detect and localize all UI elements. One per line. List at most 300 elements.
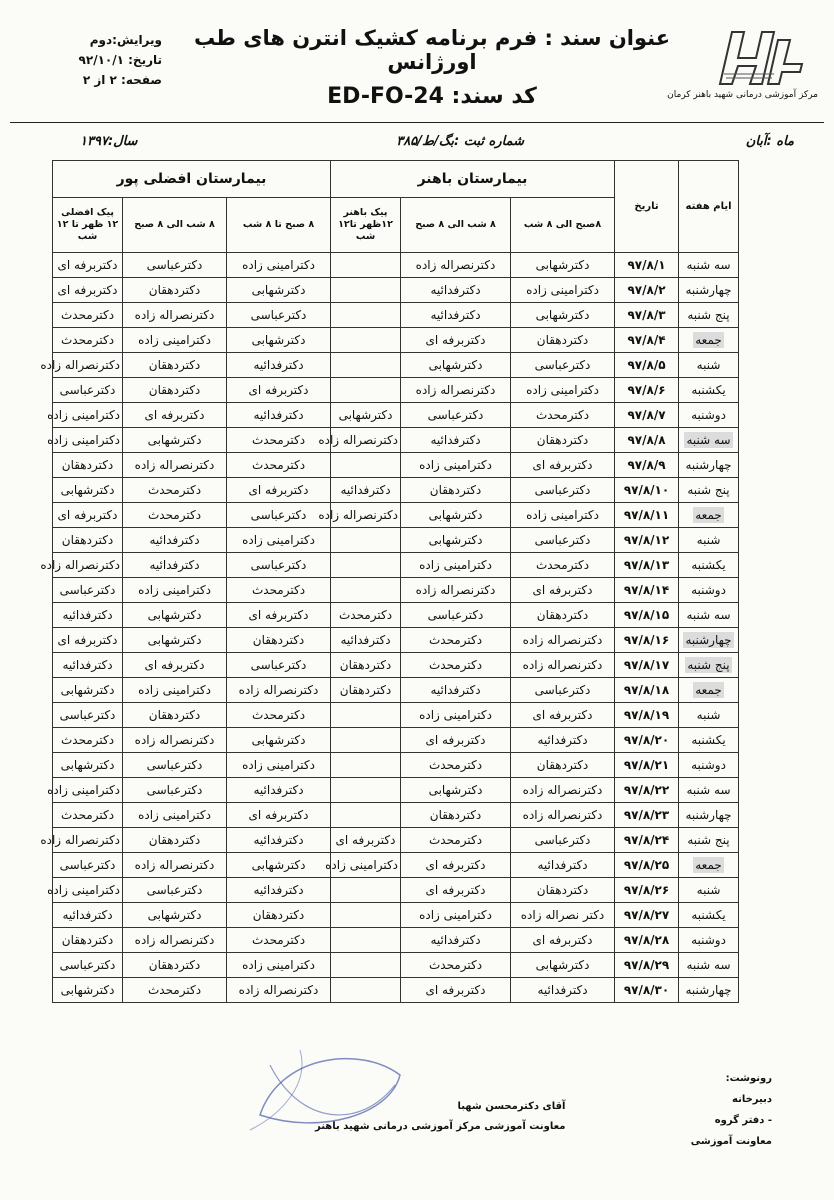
table-row bbox=[53, 378, 739, 403]
day-cell bbox=[679, 453, 739, 478]
date-cell: ۹۷/۸/۱۰ bbox=[615, 478, 679, 503]
page-number: صفحه: ۲ از ۲ bbox=[82, 73, 162, 87]
day-cell bbox=[679, 753, 739, 778]
table-row bbox=[53, 653, 739, 678]
day-name: جمعه bbox=[695, 333, 722, 347]
date-cell: ۹۷/۸/۲۹ bbox=[615, 953, 679, 978]
doctor-cell: دکترشهابی bbox=[331, 403, 401, 428]
date-cell: ۹۷/۸/۳۰ bbox=[615, 978, 679, 1003]
table-row bbox=[53, 328, 739, 353]
doctor-cell: دکترعباسی bbox=[511, 678, 615, 703]
doctor-cell: دکترفدائیه bbox=[401, 303, 511, 328]
doctor-cell bbox=[331, 728, 401, 753]
month-label: ماه :آبان bbox=[745, 134, 794, 149]
day-name: پنج شنبه bbox=[687, 308, 730, 322]
doctor-cell: دکتردهقان bbox=[511, 428, 615, 453]
date-cell: ۹۷/۸/۲۳ bbox=[615, 803, 679, 828]
doctor-cell: دکترنصراله زاده bbox=[401, 578, 511, 603]
doctor-cell: دکترفدائیه bbox=[401, 928, 511, 953]
doctor-cell: دکترعباسی bbox=[53, 853, 123, 878]
day-cell bbox=[679, 703, 739, 728]
subheader-shift: ۸ شب الی ۸ صبح bbox=[401, 198, 511, 253]
table-row bbox=[53, 803, 739, 828]
doctor-cell bbox=[331, 278, 401, 303]
revision-label: ویرایش:دوم bbox=[89, 33, 162, 47]
doctor-cell: دکتربرفه ای bbox=[227, 378, 331, 403]
date-cell: ۹۷/۸/۱۱ bbox=[615, 503, 679, 528]
doctor-cell: دکترفدائیه bbox=[401, 428, 511, 453]
doctor-cell: دکترشهابی bbox=[511, 303, 615, 328]
doctor-cell: دکترمحدث bbox=[227, 428, 331, 453]
date-cell: ۹۷/۸/۱۸ bbox=[615, 678, 679, 703]
carbon-copy-list bbox=[691, 1068, 772, 1152]
document-meta bbox=[22, 30, 162, 90]
day-cell bbox=[679, 903, 739, 928]
doctor-cell: دکترشهابی bbox=[401, 353, 511, 378]
table-row bbox=[53, 603, 739, 628]
day-name: یکشنبه bbox=[691, 733, 726, 747]
doctor-cell: دکترشهابی bbox=[227, 278, 331, 303]
doctor-cell: دکترامینی زاده bbox=[227, 953, 331, 978]
date-cell: ۹۷/۸/۳ bbox=[615, 303, 679, 328]
table-row bbox=[53, 903, 739, 928]
doctor-cell: دکترشهابی bbox=[227, 328, 331, 353]
doctor-cell: دکترامینی زاده bbox=[227, 253, 331, 278]
header-afzali: بیمارستان افضلی پور bbox=[53, 161, 331, 198]
doctor-cell: دکترفدائیه bbox=[227, 878, 331, 903]
date-cell: ۹۷/۸/۲۰ bbox=[615, 728, 679, 753]
day-cell bbox=[679, 603, 739, 628]
day-name: یکشنبه bbox=[691, 383, 726, 397]
doctor-cell: دکترعباسی bbox=[227, 503, 331, 528]
table-row bbox=[53, 528, 739, 553]
table-row bbox=[53, 678, 739, 703]
date-cell: ۹۷/۸/۱۴ bbox=[615, 578, 679, 603]
doctor-cell: دکترشهابی bbox=[123, 603, 227, 628]
day-name: سه شنبه bbox=[686, 608, 731, 622]
doctor-cell bbox=[331, 528, 401, 553]
doctor-cell: دکترعباسی bbox=[227, 553, 331, 578]
doctor-cell bbox=[331, 903, 401, 928]
subheader-shift: ۸ صبح تا ۸ شب bbox=[227, 198, 331, 253]
table-row bbox=[53, 728, 739, 753]
day-name: سه شنبه bbox=[686, 958, 731, 972]
doctor-cell: دکترمحدث bbox=[401, 653, 511, 678]
date-cell: ۹۷/۸/۱۷ bbox=[615, 653, 679, 678]
doctor-cell: دکترمحدث bbox=[123, 503, 227, 528]
doctor-cell: دکترنصراله زاده bbox=[227, 678, 331, 703]
doctor-cell: دکترامینی زاده bbox=[53, 428, 123, 453]
day-cell bbox=[679, 578, 739, 603]
day-cell bbox=[679, 628, 739, 653]
day-name: شنبه bbox=[696, 883, 721, 897]
date-cell: ۹۷/۸/۱۲ bbox=[615, 528, 679, 553]
doctor-cell: دکترامینی زاده bbox=[227, 528, 331, 553]
doctor-cell: دکتردهقان bbox=[511, 328, 615, 353]
table-row bbox=[53, 753, 739, 778]
document-code: کد سند: ED-FO-24 bbox=[327, 84, 537, 109]
doctor-cell: دکترامینی زاده bbox=[331, 853, 401, 878]
doctor-cell: دکترشهابی bbox=[401, 503, 511, 528]
doctor-cell: دکترفدائیه bbox=[331, 478, 401, 503]
day-cell bbox=[679, 478, 739, 503]
day-cell bbox=[679, 553, 739, 578]
day-name: شنبه bbox=[696, 708, 721, 722]
doctor-cell: دکترمحدث bbox=[227, 578, 331, 603]
day-cell bbox=[679, 278, 739, 303]
day-name: سه شنبه bbox=[686, 258, 731, 272]
hospital-logo bbox=[667, 24, 818, 114]
doctor-cell: دکتردهقان bbox=[511, 878, 615, 903]
day-name: جمعه bbox=[695, 508, 722, 522]
day-name: یکشنبه bbox=[691, 558, 726, 572]
day-cell bbox=[679, 378, 739, 403]
table-row bbox=[53, 928, 739, 953]
day-name: چهارشنبه bbox=[685, 283, 732, 297]
doctor-cell: دکتردهقان bbox=[331, 653, 401, 678]
doctor-cell bbox=[331, 253, 401, 278]
doctor-cell: دکترامینی زاده bbox=[227, 753, 331, 778]
table-row bbox=[53, 278, 739, 303]
doctor-cell bbox=[331, 803, 401, 828]
doctor-cell: دکتربرفه ای bbox=[511, 928, 615, 953]
doctor-cell bbox=[331, 578, 401, 603]
day-name: چهارشنبه bbox=[685, 983, 732, 997]
table-row bbox=[53, 828, 739, 853]
subheader-shift: ۸ شب الی ۸ صبح bbox=[123, 198, 227, 253]
doctor-cell: دکترعباسی bbox=[123, 878, 227, 903]
document-title: عنوان سند : فرم برنامه کشیک انترن های طب اورژانس bbox=[193, 26, 671, 74]
doctor-cell: دکترنصراله زاده bbox=[53, 828, 123, 853]
day-cell bbox=[679, 678, 739, 703]
subheader-shift: پیک باهنر ۱۲ظهر تا۱۲ شب bbox=[331, 198, 401, 253]
logo-icon bbox=[714, 24, 810, 90]
doctor-cell: دکترشهابی bbox=[53, 478, 123, 503]
signer-name: آقای دکترمحسن شهبا bbox=[457, 1101, 566, 1112]
date-cell: ۹۷/۸/۱۶ bbox=[615, 628, 679, 653]
cc-item: - دفتر گروه bbox=[714, 1115, 772, 1126]
doctor-cell: دکتربرفه ای bbox=[401, 978, 511, 1003]
day-name: چهارشنبه bbox=[685, 458, 732, 472]
doctor-cell: دکترفدائیه bbox=[511, 978, 615, 1003]
doctor-cell: دکترفدائیه bbox=[401, 678, 511, 703]
day-cell bbox=[679, 728, 739, 753]
doctor-cell: دکترعباسی bbox=[123, 753, 227, 778]
doctor-cell: دکتردهقان bbox=[123, 828, 227, 853]
date-cell: ۹۷/۸/۲۵ bbox=[615, 853, 679, 878]
doctor-cell: دکترنصراله زاده bbox=[123, 728, 227, 753]
day-name: چهارشنبه bbox=[685, 808, 732, 822]
doctor-cell: دکتردهقان bbox=[123, 703, 227, 728]
doctor-cell: دکترامینی زاده bbox=[123, 578, 227, 603]
day-cell bbox=[679, 828, 739, 853]
subheader-shift: ۸صبح الی ۸ شب bbox=[511, 198, 615, 253]
doctor-cell: دکتربرفه ای bbox=[227, 478, 331, 503]
day-name: پنج شنبه bbox=[687, 833, 730, 847]
date-cell: ۹۷/۸/۲ bbox=[615, 278, 679, 303]
day-cell bbox=[679, 928, 739, 953]
date-cell: ۹۷/۸/۱۳ bbox=[615, 553, 679, 578]
doctor-cell: دکتربرفه ای bbox=[511, 703, 615, 728]
doctor-cell bbox=[331, 953, 401, 978]
doctor-cell: دکترمحدث bbox=[511, 403, 615, 428]
doctor-cell: دکترنصراله زاده bbox=[53, 353, 123, 378]
doctor-cell: دکتردهقان bbox=[123, 953, 227, 978]
doctor-cell: دکترشهابی bbox=[53, 678, 123, 703]
doctor-cell: دکترعباسی bbox=[53, 953, 123, 978]
document-titles bbox=[172, 26, 692, 109]
doctor-cell bbox=[331, 753, 401, 778]
day-cell bbox=[679, 503, 739, 528]
doctor-cell: دکتربرفه ای bbox=[401, 328, 511, 353]
doctor-cell: دکتربرفه ای bbox=[227, 603, 331, 628]
day-name: شنبه bbox=[696, 358, 721, 372]
schedule-body bbox=[40, 253, 739, 1003]
date-cell: ۹۷/۸/۲۸ bbox=[615, 928, 679, 953]
day-name: پنج شنبه bbox=[687, 658, 730, 672]
table-row bbox=[53, 353, 739, 378]
table-row bbox=[53, 978, 739, 1003]
doctor-cell: دکترمحدث bbox=[53, 303, 123, 328]
doctor-cell: دکترشهابی bbox=[123, 628, 227, 653]
schedule-table bbox=[40, 160, 739, 1003]
doctor-cell: دکترامینی زاده bbox=[401, 553, 511, 578]
doctor-cell: دکترعباسی bbox=[53, 378, 123, 403]
doctor-cell: دکترشهابی bbox=[123, 428, 227, 453]
doctor-cell: دکتردهقان bbox=[331, 678, 401, 703]
doctor-cell: دکترعباسی bbox=[511, 828, 615, 853]
doctor-cell: دکتردهقان bbox=[227, 903, 331, 928]
day-name: جمعه bbox=[695, 683, 722, 697]
doctor-cell: دکترفدائیه bbox=[53, 653, 123, 678]
header-date: تاریخ bbox=[615, 161, 679, 253]
header-day: ایام هفته bbox=[679, 161, 739, 253]
doctor-cell: دکترنصراله زاده bbox=[401, 253, 511, 278]
doctor-cell: دکترفدائیه bbox=[227, 828, 331, 853]
logo-caption: مرکز آموزشی درمانی شهید باهنر کرمان bbox=[667, 90, 818, 100]
doctor-cell: دکتردهقان bbox=[227, 628, 331, 653]
doctor-cell: دکترعباسی bbox=[511, 353, 615, 378]
date-cell: ۹۷/۸/۱۵ bbox=[615, 603, 679, 628]
date-cell: ۹۷/۸/۲۶ bbox=[615, 878, 679, 903]
date-cell: ۹۷/۸/۷ bbox=[615, 403, 679, 428]
doctor-cell: دکترامینی زاده bbox=[511, 378, 615, 403]
doctor-cell: دکتربرفه ای bbox=[401, 853, 511, 878]
doctor-cell: دکترفدائیه bbox=[227, 778, 331, 803]
doctor-cell: دکتردهقان bbox=[53, 928, 123, 953]
issue-date: تاریخ: ۹۲/۱۰/۱ bbox=[78, 53, 162, 67]
doctor-cell: دکترامینی زاده bbox=[401, 453, 511, 478]
doctor-cell: دکتردهقان bbox=[511, 603, 615, 628]
day-cell bbox=[679, 353, 739, 378]
date-cell: ۹۷/۸/۲۷ bbox=[615, 903, 679, 928]
doctor-cell: دکترعباسی bbox=[401, 603, 511, 628]
date-cell: ۹۷/۸/۵ bbox=[615, 353, 679, 378]
date-cell: ۹۷/۸/۹ bbox=[615, 453, 679, 478]
doctor-cell: دکترعباسی bbox=[53, 578, 123, 603]
table-row bbox=[53, 403, 739, 428]
doctor-cell: دکترامینی زاده bbox=[401, 903, 511, 928]
doctor-cell: دکترشهابی bbox=[511, 253, 615, 278]
table-row bbox=[53, 853, 739, 878]
table-row bbox=[53, 453, 739, 478]
doctor-cell: دکترمحدث bbox=[401, 628, 511, 653]
doctor-cell: دکترمحدث bbox=[53, 328, 123, 353]
doctor-cell: دکترنصراله زاده bbox=[511, 628, 615, 653]
doctor-cell: دکترامینی زاده bbox=[53, 778, 123, 803]
doctor-cell bbox=[331, 928, 401, 953]
day-cell bbox=[679, 853, 739, 878]
day-cell bbox=[679, 303, 739, 328]
day-cell bbox=[679, 653, 739, 678]
doctor-cell: دکتردهقان bbox=[123, 353, 227, 378]
doctor-cell: دکترنصراله زاده bbox=[227, 978, 331, 1003]
table-row bbox=[53, 878, 739, 903]
table-row bbox=[53, 703, 739, 728]
doctor-cell: دکتردهقان bbox=[123, 378, 227, 403]
doctor-cell: دکترشهابی bbox=[227, 728, 331, 753]
doctor-cell: دکتردهقان bbox=[123, 278, 227, 303]
doctor-cell: دکتربرفه ای bbox=[53, 503, 123, 528]
doctor-cell: دکترمحدث bbox=[511, 553, 615, 578]
doctor-cell: دکترعباسی bbox=[401, 403, 511, 428]
doctor-cell: دکترفدائیه bbox=[227, 353, 331, 378]
day-name: دوشنبه bbox=[691, 583, 726, 597]
day-cell bbox=[679, 803, 739, 828]
doctor-cell: دکترفدائیه bbox=[511, 853, 615, 878]
doctor-cell: دکترمحدث bbox=[123, 478, 227, 503]
doctor-cell: دکترعباسی bbox=[227, 653, 331, 678]
doctor-cell: دکترامینی زاده bbox=[123, 678, 227, 703]
day-name: چهارشنبه bbox=[685, 633, 732, 647]
doctor-cell: دکتربرفه ای bbox=[123, 403, 227, 428]
doctor-cell bbox=[331, 453, 401, 478]
doctor-cell: دکترفدائیه bbox=[53, 603, 123, 628]
day-cell bbox=[679, 978, 739, 1003]
doctor-cell: دکتربرفه ای bbox=[123, 653, 227, 678]
doctor-cell: دکترمحدث bbox=[227, 928, 331, 953]
doctor-cell: دکترنصراله زاده bbox=[123, 853, 227, 878]
doctor-cell: دکترنصراله زاده bbox=[123, 303, 227, 328]
table-row bbox=[53, 778, 739, 803]
doctor-cell bbox=[331, 703, 401, 728]
signature-block bbox=[315, 1097, 565, 1137]
doctor-cell: دکترنصراله زاده bbox=[123, 928, 227, 953]
day-cell bbox=[679, 428, 739, 453]
table-row bbox=[53, 628, 739, 653]
doctor-cell bbox=[331, 328, 401, 353]
day-name: سه شنبه bbox=[686, 783, 731, 797]
cc-item: دبیرخانه bbox=[732, 1094, 772, 1105]
date-cell: ۹۷/۸/۲۴ bbox=[615, 828, 679, 853]
day-name: دوشنبه bbox=[691, 408, 726, 422]
doctor-cell: دکترنصراله زاده bbox=[331, 503, 401, 528]
doctor-cell: دکترشهابی bbox=[401, 528, 511, 553]
day-cell bbox=[679, 253, 739, 278]
doctor-cell: دکترنصراله زاده bbox=[511, 778, 615, 803]
doctor-cell bbox=[331, 303, 401, 328]
doctor-cell: دکترامینی زاده bbox=[511, 503, 615, 528]
table-row bbox=[53, 578, 739, 603]
doctor-cell: دکترنصراله زاده bbox=[511, 803, 615, 828]
doctor-cell: دکتردهقان bbox=[401, 478, 511, 503]
doctor-cell: دکترامینی زاده bbox=[53, 403, 123, 428]
doctor-cell: دکترفدائیه bbox=[331, 628, 401, 653]
doctor-cell: دکترمحدث bbox=[53, 728, 123, 753]
document-header bbox=[12, 18, 822, 118]
doctor-cell: دکترمحدث bbox=[53, 803, 123, 828]
day-cell bbox=[679, 403, 739, 428]
doctor-cell: دکترشهابی bbox=[53, 753, 123, 778]
doctor-cell: دکترمحدث bbox=[123, 978, 227, 1003]
doctor-cell: دکترمحدث bbox=[227, 703, 331, 728]
doctor-cell: دکترشهابی bbox=[227, 853, 331, 878]
registration-number: شماره ثبت :بگ/ط/۳۸۵ bbox=[396, 134, 524, 149]
day-name: سه شنبه bbox=[686, 433, 731, 447]
day-cell bbox=[679, 328, 739, 353]
doctor-cell: دکترمحدث bbox=[401, 828, 511, 853]
doctor-cell bbox=[331, 378, 401, 403]
doctor-cell: دکتربرفه ای bbox=[511, 578, 615, 603]
doctor-cell: دکترفدائیه bbox=[511, 728, 615, 753]
date-cell: ۹۷/۸/۲۲ bbox=[615, 778, 679, 803]
doctor-cell: دکتردهقان bbox=[53, 453, 123, 478]
header-divider bbox=[10, 122, 824, 123]
doctor-cell: دکتربرفه ای bbox=[53, 628, 123, 653]
date-cell: ۹۷/۸/۱ bbox=[615, 253, 679, 278]
table-row bbox=[53, 953, 739, 978]
date-cell: ۹۷/۸/۲۱ bbox=[615, 753, 679, 778]
table-row bbox=[53, 478, 739, 503]
doctor-cell: دکتر نصراله زاده bbox=[511, 903, 615, 928]
doctor-cell: دکترامینی زاده bbox=[123, 328, 227, 353]
year-label: سال:۱۳۹۷ bbox=[80, 134, 138, 149]
cc-item: معاونت آموزشی bbox=[690, 1136, 772, 1147]
doctor-cell: دکتربرفه ای bbox=[53, 253, 123, 278]
doctor-cell: دکتربرفه ای bbox=[401, 728, 511, 753]
doctor-cell: دکترفدائیه bbox=[401, 278, 511, 303]
day-cell bbox=[679, 953, 739, 978]
doctor-cell: دکترفدائیه bbox=[123, 553, 227, 578]
doctor-cell: دکترنصراله زاده bbox=[401, 378, 511, 403]
doctor-cell bbox=[331, 878, 401, 903]
doctor-cell bbox=[331, 553, 401, 578]
doctor-cell: دکترفدائیه bbox=[227, 403, 331, 428]
doctor-cell: دکتربرفه ای bbox=[511, 453, 615, 478]
doctor-cell: دکترعباسی bbox=[511, 478, 615, 503]
date-cell: ۹۷/۸/۶ bbox=[615, 378, 679, 403]
date-cell: ۹۷/۸/۴ bbox=[615, 328, 679, 353]
doctor-cell bbox=[331, 778, 401, 803]
doctor-cell: دکتربرفه ای bbox=[227, 803, 331, 828]
doctor-cell: دکتربرفه ای bbox=[331, 828, 401, 853]
doctor-cell: دکترعباسی bbox=[53, 703, 123, 728]
doctor-cell: دکترنصراله زاده bbox=[331, 428, 401, 453]
doctor-cell: دکترامینی زاده bbox=[511, 278, 615, 303]
day-cell bbox=[679, 778, 739, 803]
day-name: جمعه bbox=[695, 858, 722, 872]
table-row bbox=[53, 503, 739, 528]
doctor-cell: دکترفدائیه bbox=[123, 528, 227, 553]
date-cell: ۹۷/۸/۱۹ bbox=[615, 703, 679, 728]
doctor-cell: دکترشهابی bbox=[401, 778, 511, 803]
doctor-cell: دکتربرفه ای bbox=[401, 878, 511, 903]
table-row bbox=[53, 253, 739, 278]
doctor-cell: دکترشهابی bbox=[53, 978, 123, 1003]
table-row bbox=[53, 553, 739, 578]
doctor-cell: دکترمحدث bbox=[401, 753, 511, 778]
day-cell bbox=[679, 878, 739, 903]
